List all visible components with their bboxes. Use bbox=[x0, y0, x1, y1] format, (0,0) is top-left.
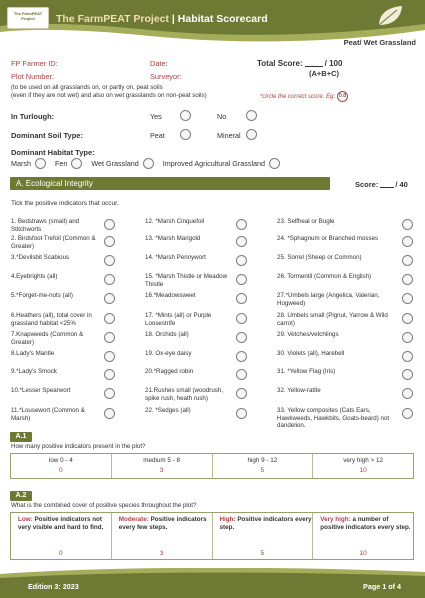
a2-option-level: Moderate: bbox=[118, 516, 149, 523]
indicator-label: 17. *Mints (all) or Purple Loosestrife bbox=[145, 312, 212, 327]
habitat-type-label: Dominant Habitat Type: bbox=[11, 148, 95, 157]
indicator-label: 30. Violets (all), Harebell bbox=[277, 350, 345, 357]
title-brand: The FarmPEAT Project bbox=[56, 13, 169, 25]
indicator-label: 15. *Marsh Thistle or Meadow Thistle bbox=[145, 273, 228, 288]
indicator-tick-radio[interactable] bbox=[402, 236, 413, 247]
indicator-label: 16.*Meadowsweet bbox=[145, 292, 196, 299]
a2-option-points: 3 bbox=[159, 550, 164, 557]
a2-option-level: Low: bbox=[18, 516, 33, 523]
habitat-improved-radio[interactable] bbox=[269, 158, 280, 169]
a2-tag: A.2 bbox=[10, 491, 32, 501]
indicator-tick-radio[interactable] bbox=[402, 388, 413, 399]
farmpeat-logo: The FarmPEAT Project bbox=[7, 7, 49, 29]
indicator-label: 10.*Lesser Spearwort bbox=[11, 387, 71, 394]
turlough-label: In Turlough: bbox=[11, 112, 55, 121]
page-number: Page 1 of 4 bbox=[363, 582, 401, 591]
indicator-label: 24. *Sphagnum or Branched mosses bbox=[277, 235, 379, 242]
indicator-tick-radio[interactable] bbox=[104, 369, 115, 380]
indicator-tick-radio[interactable] bbox=[402, 313, 413, 324]
usage-note bbox=[11, 84, 207, 100]
soil-peat-radio[interactable] bbox=[180, 129, 191, 140]
section-a-score-max: / 40 bbox=[395, 180, 408, 189]
indicator-tick-radio[interactable] bbox=[104, 219, 115, 230]
indicator-tick-radio[interactable] bbox=[236, 255, 247, 266]
turlough-no-radio[interactable] bbox=[246, 110, 257, 121]
habitat-wet-grassland-label: Wet Grassland bbox=[91, 159, 139, 168]
a2-option-low[interactable] bbox=[11, 513, 112, 559]
indicator-tick-radio[interactable] bbox=[104, 274, 115, 285]
tick-instruction: Tick the positive indicators that occur. bbox=[11, 200, 119, 207]
total-score-label: Total Score: bbox=[257, 59, 303, 68]
indicator-tick-radio[interactable] bbox=[104, 408, 115, 419]
indicator-label: 33. Yellow composites (Cats Ears, Hawkweeds, Hawkbits, Goats-beard) not dandelion. bbox=[277, 407, 390, 429]
indicator-tick-radio[interactable] bbox=[236, 293, 247, 304]
indicator-label: 9.*Lady's Smock bbox=[11, 368, 57, 375]
indicator-label: 27.*Umbels large (Angelica, Valerian, Hogweed) bbox=[277, 292, 380, 307]
indicator-label: 7.Knapweeds (Common & Greater) bbox=[11, 331, 84, 346]
circle-example: 0.8 bbox=[337, 91, 348, 102]
indicator-tick-radio[interactable] bbox=[236, 219, 247, 230]
indicator-tick-radio[interactable] bbox=[402, 255, 413, 266]
habitat-fen-radio[interactable] bbox=[71, 158, 82, 169]
a2-option-text bbox=[320, 516, 413, 532]
leaf-icon bbox=[375, 3, 405, 29]
indicator-label: 28. Umbels small (Pignut, Yarrow & Wild carrot) bbox=[277, 312, 388, 327]
a2-option-desc: a number of positive indicators every step. bbox=[320, 516, 411, 531]
a1-option-label: high 9 - 12 bbox=[247, 457, 278, 464]
indicator-label: 20.*Ragged robin bbox=[145, 368, 194, 375]
soil-mineral-label: Mineral bbox=[217, 131, 241, 140]
a1-option-high[interactable] bbox=[213, 454, 314, 478]
surveyor-label: Surveyor: bbox=[150, 72, 182, 81]
a2-option-text bbox=[119, 516, 212, 532]
date-label: Date: bbox=[150, 59, 168, 68]
total-score-blank[interactable] bbox=[305, 66, 323, 67]
soil-mineral-radio[interactable] bbox=[246, 129, 257, 140]
total-score-formula: (A+B+C) bbox=[309, 69, 340, 78]
indicator-label: 4.Eyebrights (all) bbox=[11, 273, 58, 280]
total-score bbox=[257, 59, 342, 68]
habitat-wet-grassland-radio[interactable] bbox=[143, 158, 154, 169]
habitat-options bbox=[11, 158, 289, 169]
a1-option-label: low 0 - 4 bbox=[48, 457, 73, 464]
indicator-label: 12. *Marsh Cinquefoil bbox=[145, 218, 205, 225]
a2-option-level: Very high: bbox=[320, 516, 351, 523]
indicator-tick-radio[interactable] bbox=[236, 332, 247, 343]
indicator-label: 11.*Lousewort (Common & Marsh) bbox=[11, 407, 85, 422]
indicator-label: 32. Yellow-rattle bbox=[277, 387, 321, 394]
indicator-tick-radio[interactable] bbox=[104, 388, 115, 399]
habitat-marsh-label: Marsh bbox=[11, 159, 31, 168]
a1-tag: A.1 bbox=[10, 432, 32, 442]
a2-option-points: 0 bbox=[59, 550, 63, 557]
indicator-tick-radio[interactable] bbox=[236, 236, 247, 247]
indicator-tick-radio[interactable] bbox=[402, 408, 413, 419]
a2-option-desc: Positive indicators not very visible and hard to find. bbox=[18, 516, 104, 531]
section-a-score-blank[interactable] bbox=[380, 187, 394, 188]
indicator-tick-radio[interactable] bbox=[104, 255, 115, 266]
circle-note bbox=[260, 91, 348, 102]
indicator-label: 25. Sorrel (Sheep or Common) bbox=[277, 254, 362, 261]
indicator-tick-radio[interactable] bbox=[104, 351, 115, 362]
indicator-label: 21.Rushes small (woodrush, spike rush, heath rush) bbox=[145, 387, 224, 402]
a1-option-very-high[interactable] bbox=[313, 454, 413, 478]
indicator-label: 5.*Forget-me-nots (all) bbox=[11, 292, 73, 299]
section-a-header bbox=[10, 177, 330, 190]
a1-option-points: 10 bbox=[359, 467, 367, 474]
edition-label: Edition 3: 2023 bbox=[28, 582, 79, 591]
farmer-id-label: FP Farmer ID: bbox=[11, 59, 58, 68]
section-a-score bbox=[355, 180, 408, 189]
a2-option-moderate[interactable] bbox=[112, 513, 213, 559]
a2-option-points: 5 bbox=[260, 550, 265, 557]
scorecard-type: Peat/ Wet Grassland bbox=[343, 38, 416, 47]
a2-option-very-high[interactable] bbox=[313, 513, 413, 559]
indicator-label: 18. Orchids (all) bbox=[145, 331, 189, 338]
a1-option-points: 5 bbox=[260, 467, 265, 474]
turlough-no-label: No bbox=[217, 112, 227, 121]
a2-option-points: 10 bbox=[359, 550, 367, 557]
a1-scale bbox=[10, 453, 414, 479]
indicator-tick-radio[interactable] bbox=[104, 332, 115, 343]
indicator-label: 6.Heathers (all), total cover in grassland habitat <25% bbox=[11, 312, 92, 327]
indicator-tick-radio[interactable] bbox=[236, 351, 247, 362]
indicator-tick-radio[interactable] bbox=[104, 236, 115, 247]
a2-scale bbox=[10, 512, 414, 560]
a2-option-level: High: bbox=[219, 516, 236, 523]
a1-option-points: 3 bbox=[159, 467, 164, 474]
page-title bbox=[56, 13, 268, 25]
soil-peat-label: Peat bbox=[150, 131, 165, 140]
total-score-max: / 100 bbox=[324, 59, 343, 68]
indicator-tick-radio[interactable] bbox=[402, 219, 413, 230]
indicator-tick-radio[interactable] bbox=[402, 293, 413, 304]
usage-note-line-1: (to be used on all grasslands on, or partly on, peat soils bbox=[11, 84, 163, 91]
indicator-label: 29. Vetches/vetchlings bbox=[277, 331, 339, 338]
indicator-tick-radio[interactable] bbox=[104, 313, 115, 324]
soil-type-label: Dominant Soil Type: bbox=[11, 131, 83, 140]
plot-number-label: Plot Number: bbox=[11, 72, 55, 81]
indicator-label: 14. *Marsh Pennywort bbox=[145, 254, 206, 261]
indicator-label: 22. *Sedges (all) bbox=[145, 407, 191, 414]
indicator-label: 8.Lady's Mantle bbox=[11, 350, 55, 357]
indicator-tick-radio[interactable] bbox=[402, 351, 413, 362]
a2-question: What is the combined cover of positive species throughout the plot? bbox=[11, 502, 197, 509]
indicator-tick-radio[interactable] bbox=[402, 274, 413, 285]
a2-option-text bbox=[220, 516, 313, 532]
section-a-score-label: Score: bbox=[355, 180, 379, 189]
indicator-tick-radio[interactable] bbox=[402, 369, 413, 380]
indicator-tick-radio[interactable] bbox=[236, 369, 247, 380]
indicator-tick-radio[interactable] bbox=[402, 332, 413, 343]
a1-option-label: very high > 12 bbox=[343, 457, 383, 464]
a1-option-points: 0 bbox=[59, 467, 63, 474]
indicator-tick-radio[interactable] bbox=[236, 408, 247, 419]
indicator-label: 2. Birdsfoot Trefoil (Common & Greater) bbox=[11, 235, 96, 250]
a1-option-medium[interactable] bbox=[112, 454, 213, 478]
a1-question: How many positive indicators present in the plot? bbox=[11, 443, 146, 450]
indicator-tick-radio[interactable] bbox=[236, 313, 247, 324]
indicator-label: 3.*Devilsbit Scabious bbox=[11, 254, 70, 261]
a2-option-desc: Positive indicators every step. bbox=[219, 516, 312, 531]
indicator-tick-radio[interactable] bbox=[236, 388, 247, 399]
indicator-label: 31. *Yellow Flag (Iris) bbox=[277, 368, 336, 375]
habitat-improved-label: Improved Agricultural Grassland bbox=[162, 159, 266, 168]
section-a-title: A. Ecological Integrity bbox=[16, 179, 93, 188]
indicator-label: 13. *Marsh Marigold bbox=[145, 235, 201, 242]
habitat-fen-label: Fen bbox=[54, 159, 68, 168]
turlough-yes-label: Yes bbox=[150, 112, 162, 121]
a2-option-high[interactable] bbox=[213, 513, 314, 559]
indicator-label: 26. Tormentil (Common & English) bbox=[277, 273, 372, 280]
indicator-label: 23. Selfheal or Bugle bbox=[277, 218, 335, 225]
indicator-label: 19. Ox-eye daisy bbox=[145, 350, 192, 357]
turlough-yes-radio[interactable] bbox=[180, 110, 191, 121]
title-subtitle: | Habitat Scorecard bbox=[169, 13, 268, 25]
a1-option-label: medium 5 - 8 bbox=[143, 457, 180, 464]
circle-note-text: *circle the correct score. Eg: bbox=[260, 94, 336, 101]
habitat-marsh-radio[interactable] bbox=[35, 158, 46, 169]
a1-option-low[interactable] bbox=[11, 454, 112, 478]
indicator-label: 1. Bedstraws (small) and Stitchworts bbox=[11, 218, 80, 233]
a2-option-text bbox=[18, 516, 111, 532]
indicator-tick-radio[interactable] bbox=[104, 293, 115, 304]
usage-note-line-2: (even if they are not wet) and also on wet grasslands on non-peat soils) bbox=[11, 92, 207, 99]
indicator-tick-radio[interactable] bbox=[236, 274, 247, 285]
a2-option-desc: Positive indicators every few steps. bbox=[118, 516, 207, 531]
